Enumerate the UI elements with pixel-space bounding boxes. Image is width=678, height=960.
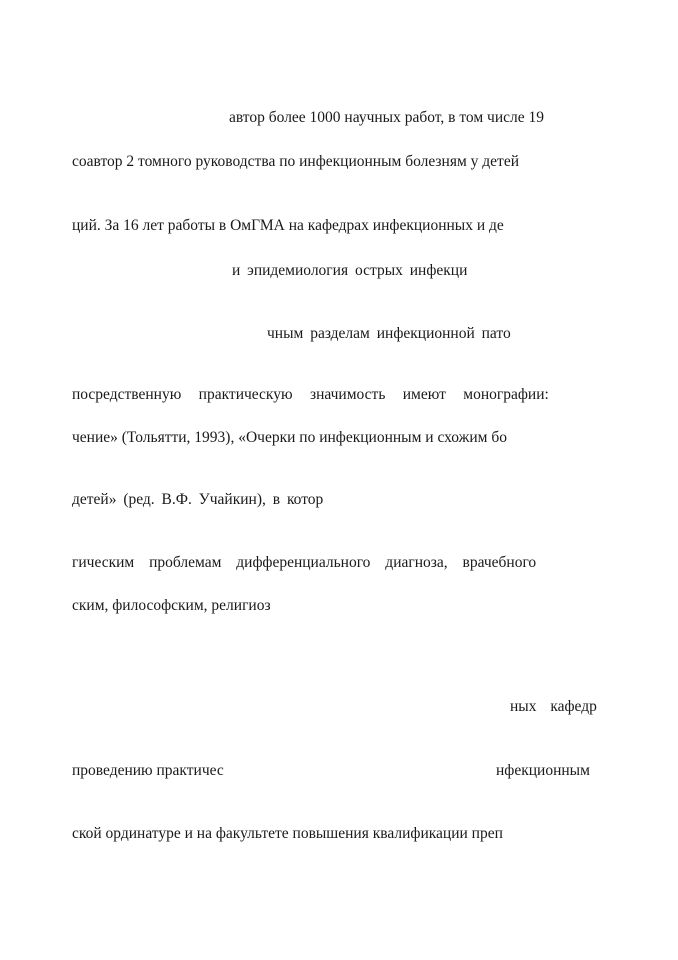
text-line-10: ским, философским, религиоз [72, 597, 271, 614]
text-line-2: соавтор 2 томного руководства по инфекционным болезням у детей [72, 153, 519, 170]
text-line-4: и эпидемиология острых инфекци [232, 262, 468, 279]
text-line-11: ных кафедр [510, 698, 597, 715]
text-line-8: детей» (ред. В.Ф. Учайкин), в котор [72, 491, 324, 508]
text-line-9: гическим проблемам дифференциального диагноза, врачебного [72, 554, 537, 571]
text-line-6: посредственную практическую значимость имеют монографии: [72, 386, 549, 403]
text-line-7: чение» (Тольятти, 1993), «Очерки по инфекционным и схожим бо [72, 429, 507, 446]
text-line-5: чным разделам инфекционной пато [267, 325, 511, 342]
text-line-1: автор более 1000 научных работ, в том числе 19 [229, 109, 544, 126]
text-line-3: ций. За 16 лет работы в ОмГМА на кафедрах инфекционных и де [72, 217, 504, 234]
text-line-13: ской ординатуре и на факультете повышения квалификации преп [72, 825, 503, 842]
text-line-12b: нфекционным [496, 762, 590, 779]
text-line-12a: проведению практичес [72, 762, 224, 779]
